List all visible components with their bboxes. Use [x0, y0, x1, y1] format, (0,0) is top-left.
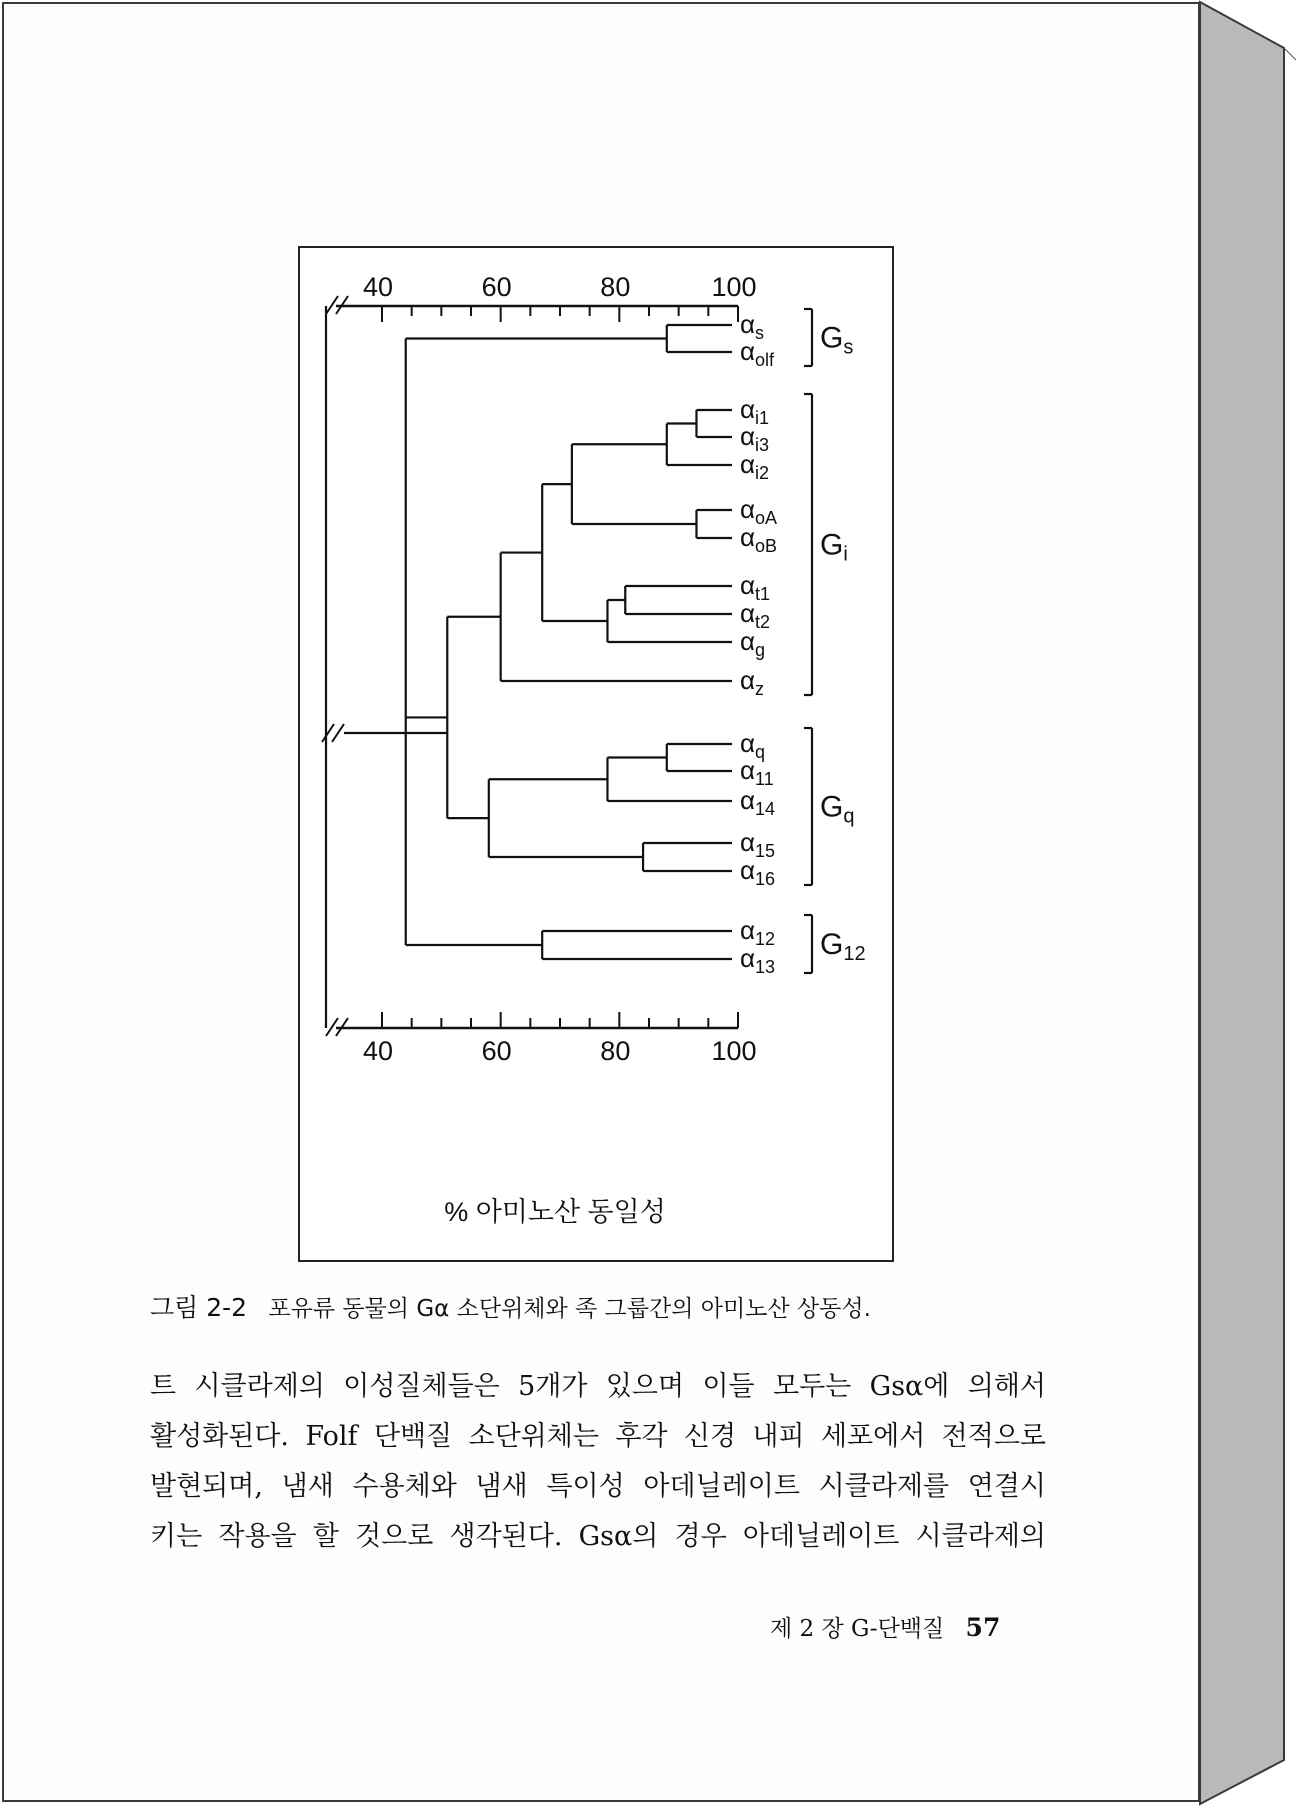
group-label	[820, 322, 853, 359]
leaf-label-subscript: t1	[755, 584, 771, 604]
axis-tick-label: 80	[600, 272, 631, 302]
leaf-label-base: α	[740, 522, 756, 552]
group-label-subscript: i	[843, 543, 848, 566]
leaf-label-subscript: z	[755, 679, 765, 699]
leaf-label-base: α	[740, 598, 756, 628]
leaf-label-subscript: 15	[755, 841, 776, 861]
leaf-label-subscript: 13	[755, 957, 776, 977]
caption-text: 포유류 동물의 Gα 소단위체와 족 그룹간의 아미노산 상동성.	[268, 1296, 871, 1322]
leaf-label-subscript: t2	[755, 612, 771, 632]
leaf-label-base: α	[740, 309, 756, 339]
leaf-label-base: α	[740, 915, 756, 945]
group-label-base: G	[820, 790, 844, 824]
leaf-label-base: α	[740, 449, 756, 479]
leaf-label-base: α	[740, 827, 756, 857]
leaf-label-base: α	[740, 665, 756, 695]
chapter-title: 제 2 장 G-단백질	[770, 1616, 945, 1642]
axis-tick-label: 60	[481, 272, 512, 302]
leaf-label-base: α	[740, 336, 756, 366]
figure-caption	[150, 1288, 1150, 1324]
leaf-label	[740, 785, 775, 819]
leaf-label-subscript: i1	[755, 408, 770, 428]
group-label-subscript: q	[843, 805, 855, 828]
leaf-label-base: α	[740, 943, 756, 973]
group-label-base: G	[820, 321, 844, 355]
group-label	[820, 529, 848, 566]
leaf-label-base: α	[740, 494, 756, 524]
axis-bottom	[326, 1012, 757, 1066]
leaf-label-subscript: i3	[755, 435, 770, 455]
leaf-label	[740, 665, 764, 699]
leaf-labels	[740, 309, 777, 977]
dendrogram-branches	[322, 306, 732, 1028]
leaf-label-base: α	[740, 626, 756, 656]
leaf-label-subscript: 11	[755, 769, 774, 789]
leaf-label-subscript: s	[755, 323, 765, 343]
leaf-label-base: α	[740, 728, 756, 758]
axis-break-mark	[332, 724, 344, 742]
group-label-base: G	[820, 928, 844, 961]
dendrogram	[300, 248, 896, 1264]
body-paragraph	[150, 1362, 1046, 1562]
leaf-label-base: α	[740, 421, 756, 451]
axis-label: % 아미노산 동일성	[444, 1197, 666, 1227]
group-label-subscript: s	[843, 336, 854, 359]
leaf-label-base: α	[740, 755, 756, 785]
axis-break-mark	[322, 724, 334, 742]
leaf-label-base: α	[740, 855, 756, 885]
axis-tick-label: 40	[362, 272, 394, 302]
group-label	[820, 928, 866, 965]
caption-label: 그림 2-2	[150, 1293, 248, 1322]
group-label	[820, 791, 854, 828]
leaf-label-subscript: oA	[755, 508, 778, 528]
body-line: 활성화된다. Folf 단백질 소단위체는 후각 신경 내피 세포에서 전적으로	[150, 1421, 1046, 1452]
axis-tick-label: 100	[711, 1036, 757, 1066]
axis-tick-label: 100	[711, 272, 757, 302]
leaf-label-subscript: oB	[755, 536, 778, 556]
axis-tick-label: 40	[362, 1036, 394, 1066]
leaf-label-subscript: olf	[755, 350, 775, 370]
leaf-label-subscript: 12	[755, 929, 776, 949]
page-footer	[770, 1610, 1070, 1643]
leaf-label-subscript: 14	[755, 799, 776, 819]
group-label-base: G	[820, 528, 844, 562]
body-line: 트 시클라제의 이성질체들은 5개가 있으며 이들 모두는 Gsα에 의해서	[150, 1371, 1046, 1402]
axis-tick-label: 60	[481, 1036, 512, 1066]
leaf-label-base: α	[740, 785, 756, 815]
leaf-label-subscript: i2	[755, 463, 770, 483]
group-brackets	[804, 309, 866, 973]
leaf-label-base: α	[740, 570, 756, 600]
axis-tick-label: 80	[600, 1036, 631, 1066]
group-label-subscript: 12	[843, 943, 866, 965]
axis-top	[326, 272, 757, 322]
page-number: 57	[965, 1613, 1001, 1642]
leaf-label-subscript: q	[755, 742, 766, 762]
leaf-label-subscript: g	[755, 640, 766, 660]
leaf-label-base: α	[740, 394, 756, 424]
body-line: 발현되며, 냄새 수용체와 냄새 특이성 아데닐레이트 시클라제를 연결시	[150, 1471, 1046, 1502]
figure-frame	[298, 246, 894, 1262]
body-line: 키는 작용을 할 것으로 생각된다. Gsα의 경우 아데닐레이트 시클라제의	[150, 1521, 1046, 1552]
leaf-label-subscript: 16	[755, 869, 776, 889]
